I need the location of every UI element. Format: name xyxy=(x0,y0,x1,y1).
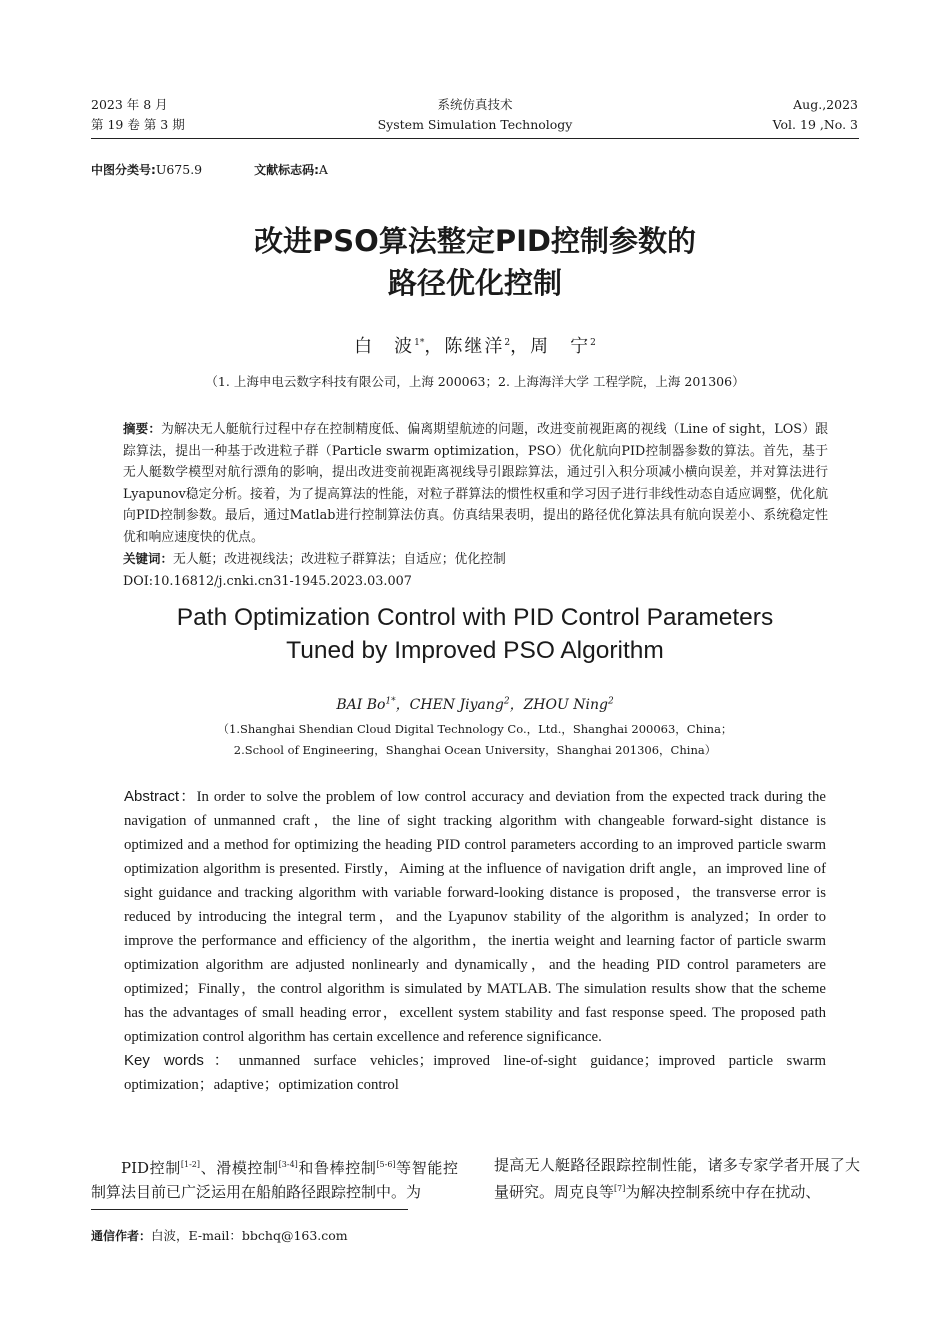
issue-volume-en: Vol. 19 ,No. 3 xyxy=(772,117,858,132)
paper-title-en xyxy=(0,601,950,667)
author-1-en-sup: 1* xyxy=(385,696,396,707)
doi: DOI:10.16812/j.cnki.cn31-1945.2023.03.007 xyxy=(123,573,412,589)
author-separator: ， xyxy=(510,336,531,357)
body-column-left xyxy=(91,1153,458,1204)
abstract-cn-text: 为解决无人艇航行过程中存在控制精度低、偏离期望航迹的问题，改进变前视距离的视线（Line of sight，LOS）跟踪算法，提出一种基于改进粒子群（Particle swarm optimization，PSO）优化航向PID控制器参数的算法。首先，基于无人艇数学模型对航行漂角的影响，提出改进变前视距离视线导引跟踪算法，通过引入积分项减小横向误差，并对算法进行Lyapunov稳定分析。接着，为了提高算法的性能，对粒子群算法的惯性权重和学习因子进行非线性动态自适应调整，优化航向PID控制参数。最后，通过Matlab进行控制算法仿真。仿真结果表明，提出的路径优化算法具有航向误差小、系统稳定性优和响应速度快的优点。 xyxy=(123,422,828,545)
abstract-en-text: In order to solve the problem of low control accuracy and deviation from the expected track during the navigation of unmanned craft，the line of sight tracking algorithm with changeable forward-sight distance is optimized and a method for optimizing the heading PID control parameters according to an improved particle swarm optimization algorithm is presented. Firstly，Aiming at the influence of navigation drift angle，an improved line of sight guidance and tracking algorithm with variable forward-looking distance is proposed，the transverse error is reduced by introducing the integral term，and the Lyapunov stability of the algorithm is analyzed；In order to improve the performance and efficiency of the algorithm，the inertia weight and learning factor of particle swarm optimization algorithm are adjusted nonlinearly and dynamically，and the heading PID control parameters are optimized；Finally，the control algorithm is simulated by MATLAB. The simulation results show that the scheme has the advantages of small heading error，excellent system stability and fast response speed. The proposed path optimization control algorithm has certain excellence and reference significance. xyxy=(124,789,826,1045)
corresponding-author-text: 白波，E-mail：bbchq@163.com xyxy=(151,1228,348,1243)
body-text: 提高无人艇路径跟踪控制性能，诸多专家学者开展了大量研究。周克良等 xyxy=(494,1156,860,1201)
journal-date-volume-en xyxy=(773,95,858,135)
author-separator: ， xyxy=(395,697,410,713)
abstract-en xyxy=(124,785,826,1097)
affiliation-en-line2: 2.School of Engineering，Shanghai Ocean University，Shanghai 201306，China） xyxy=(233,743,717,757)
body-text: 和鲁棒控制 xyxy=(297,1159,377,1177)
doc-code-label: 文献标志码: xyxy=(254,163,319,177)
author-3-en-sup: 2 xyxy=(607,696,614,707)
abstract-en-label: Abstract： xyxy=(124,788,197,805)
author-separator: ， xyxy=(424,336,445,357)
author-separator: ， xyxy=(509,697,524,713)
issue-volume: 第 19 卷 第 3 期 xyxy=(91,117,185,132)
paper-title-cn-line1: 改进PSO算法整定PID控制参数的 xyxy=(254,224,696,258)
paper-title-en-line1: Path Optimization Control with PID Control Parameters xyxy=(176,604,774,631)
body-column-right xyxy=(494,1153,860,1204)
paper-title-en-line2: Tuned by Improved PSO Algorithm xyxy=(286,637,664,664)
citation: [5-6] xyxy=(376,1160,396,1169)
author-1-en: BAI Bo xyxy=(336,697,386,713)
issue-date-en: Aug.,2023 xyxy=(793,97,858,112)
author-2-en-sup: 2 xyxy=(503,696,510,707)
journal-name-cn: 系统仿真技术 xyxy=(437,97,513,112)
citation: [3-4] xyxy=(278,1160,298,1169)
paper-title-cn-line2: 路径优化控制 xyxy=(387,266,562,300)
abstract-cn xyxy=(123,418,828,592)
keywords-cn-label: 关键词： xyxy=(123,551,174,566)
body-text: 为解决控制系统中存在扰动、 xyxy=(625,1183,821,1201)
citation: [1-2] xyxy=(180,1160,200,1169)
affiliation-en-line1: （1.Shanghai Shendian Cloud Digital Technology Co.，Ltd.，Shanghai 200063，China； xyxy=(217,722,733,736)
issue-date: 2023 年 8 月 xyxy=(91,97,168,112)
corresponding-author-label: 通信作者： xyxy=(91,1229,152,1243)
classification-line xyxy=(91,161,328,178)
affiliation-en xyxy=(0,719,950,761)
keywords-cn-text: 无人艇；改进视线法；改进粒子群算法；自适应；优化控制 xyxy=(173,552,506,567)
body-text: 、滑模控制 xyxy=(200,1159,279,1177)
affiliation-cn: （1. 上海申电云数字科技有限公司，上海 200063；2. 上海海洋大学 工程学院，上海 201306） xyxy=(205,374,745,389)
author-3-cn: 周 宁 xyxy=(530,336,591,357)
author-1-cn-sup: 1* xyxy=(414,338,425,348)
author-3-cn-sup: 2 xyxy=(590,338,596,348)
journal-name-en: System Simulation Technology xyxy=(377,117,573,132)
keywords-en-text: unmanned surface vehicles；improved line-of-sight guidance；improved particle swarm optimization；adaptive；optimization control xyxy=(124,1053,827,1093)
authors-cn xyxy=(0,332,950,358)
clc-value: U675.9 xyxy=(155,162,203,177)
body-text: 等智能控制算法目前已广泛运用在船舶路径跟踪控制中。为 xyxy=(91,1159,458,1201)
paper-title-cn xyxy=(0,220,950,304)
author-2-en: CHEN Jiyang xyxy=(409,697,504,713)
author-2-cn: 陈继洋 xyxy=(444,336,505,357)
author-1-cn: 白 波 xyxy=(354,336,415,357)
footnote-rule xyxy=(91,1209,408,1210)
authors-en xyxy=(0,694,950,714)
clc-label: 中图分类号: xyxy=(91,163,156,177)
doc-code-value: A xyxy=(318,162,328,177)
header-rule xyxy=(91,138,859,139)
abstract-cn-label: 摘要： xyxy=(123,421,162,436)
footnote xyxy=(91,1226,348,1244)
citation: [7] xyxy=(614,1184,626,1193)
author-3-en: ZHOU Ning xyxy=(523,697,608,713)
author-2-cn-sup: 2 xyxy=(504,338,511,348)
keywords-en-label: Key words： xyxy=(124,1052,239,1069)
body-text: PID控制 xyxy=(121,1159,181,1177)
